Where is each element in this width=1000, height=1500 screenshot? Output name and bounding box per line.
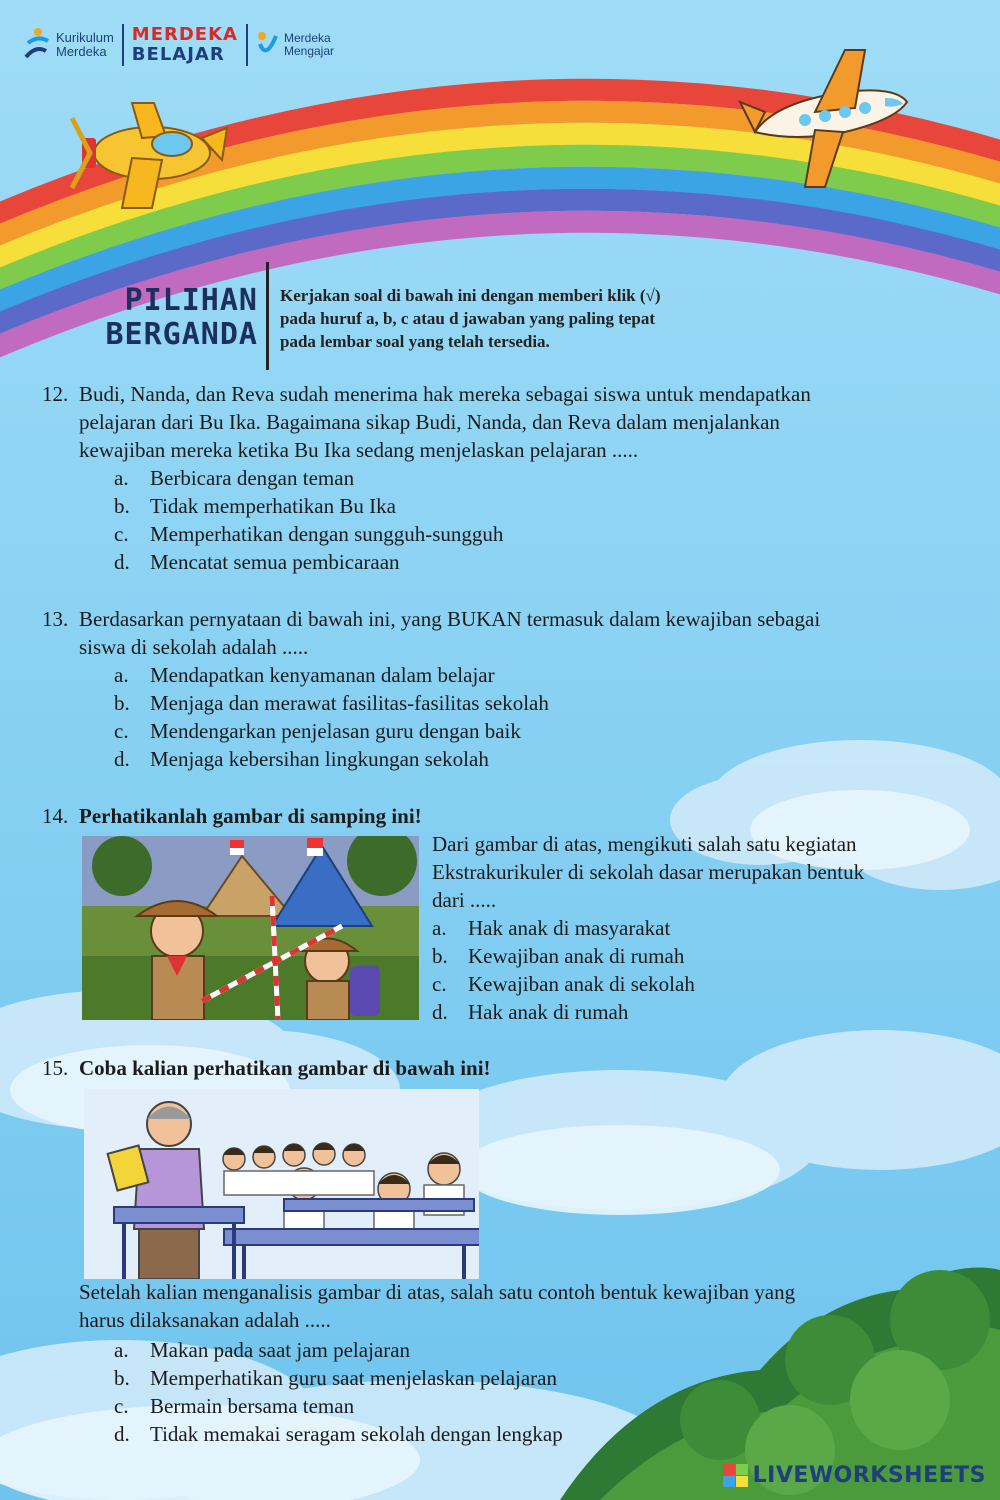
option-text: Makan pada saat jam pelajaran bbox=[150, 1338, 411, 1362]
option-letter: a. bbox=[432, 916, 447, 940]
option-text: Kewajiban anak di sekolah bbox=[468, 972, 695, 996]
section-title-line1: PILIHAN bbox=[124, 283, 258, 318]
option-d[interactable] bbox=[114, 548, 714, 576]
merdeka-mengajar-icon bbox=[256, 30, 278, 60]
logo-divider bbox=[246, 24, 248, 66]
question-text bbox=[79, 380, 811, 464]
liveworksheets-text: LIVEWORKSHEETS bbox=[752, 1463, 986, 1488]
question-line: kewajiban mereka ketika Bu Ika sedang menjelaskan pelajaran ..... bbox=[79, 438, 639, 462]
liveworksheets-brand bbox=[723, 1463, 986, 1488]
option-b[interactable] bbox=[114, 689, 714, 717]
option-a[interactable] bbox=[114, 464, 714, 492]
section-title bbox=[96, 284, 258, 352]
liveworksheets-logo-icon bbox=[723, 1464, 749, 1488]
question-line: harus dilaksanakan adalah ..... bbox=[79, 1308, 331, 1332]
option-a[interactable] bbox=[114, 1336, 734, 1364]
option-text: Mendapatkan kenyamanan dalam belajar bbox=[150, 663, 495, 687]
option-d[interactable] bbox=[432, 998, 932, 1026]
option-letter: a. bbox=[114, 663, 129, 687]
mengajar-line2: Mengajar bbox=[283, 44, 335, 58]
option-text: Berbicara dengan teman bbox=[150, 466, 355, 490]
logo-divider bbox=[122, 24, 124, 66]
option-letter: d. bbox=[114, 1422, 130, 1446]
header-logos bbox=[24, 24, 334, 66]
kurikulum-line1: Kurikulum bbox=[56, 30, 114, 45]
question-13 bbox=[42, 605, 982, 777]
classroom-image bbox=[84, 1089, 479, 1279]
option-text: Kewajiban anak di rumah bbox=[468, 944, 685, 968]
question-number: 13. bbox=[42, 607, 69, 631]
option-text: Mencatat semua pembicaraan bbox=[150, 550, 400, 574]
option-letter: b. bbox=[114, 1366, 130, 1390]
option-letter: d. bbox=[114, 747, 130, 771]
question-heading: Perhatikanlah gambar di samping ini! bbox=[79, 804, 422, 828]
option-d[interactable] bbox=[114, 745, 714, 773]
question-line: Dari gambar di atas, mengikuti salah satu kegiatan bbox=[432, 832, 857, 856]
option-letter: c. bbox=[114, 1394, 129, 1418]
question-number: 15. bbox=[42, 1056, 69, 1080]
question-line: pelajaran dari Bu Ika. Bagaimana sikap Budi, Nanda, dan Reva dalam menjalankan bbox=[79, 410, 780, 434]
option-letter: a. bbox=[114, 1338, 129, 1362]
scout-camping-image bbox=[82, 836, 419, 1020]
question-text bbox=[432, 830, 972, 914]
question-heading: Coba kalian perhatikan gambar di bawah ini! bbox=[79, 1056, 491, 1080]
white-airplane-icon bbox=[735, 42, 915, 192]
option-text: Memperhatikan guru saat menjelaskan pelajaran bbox=[150, 1366, 557, 1390]
question-line: dari ..... bbox=[432, 888, 497, 912]
option-b[interactable] bbox=[114, 1364, 734, 1392]
instruction-line2: pada huruf a, b, c atau d jawaban yang paling tepat bbox=[280, 309, 656, 328]
option-c[interactable] bbox=[114, 717, 714, 745]
option-letter: b. bbox=[114, 494, 130, 518]
section-title-line2: BERGANDA bbox=[105, 317, 258, 352]
instruction-line1: Kerjakan soal di bawah ini dengan memberi klik (√) bbox=[280, 286, 661, 305]
option-letter: c. bbox=[432, 972, 447, 996]
kurikulum-line2: Merdeka bbox=[56, 44, 107, 59]
yellow-airplane-icon bbox=[62, 98, 232, 213]
option-letter: c. bbox=[114, 719, 129, 743]
option-letter: b. bbox=[432, 944, 448, 968]
option-c[interactable] bbox=[432, 970, 932, 998]
merdeka-belajar-line1: MERDEKA bbox=[131, 24, 238, 45]
merdeka-belajar-line2: BELAJAR bbox=[131, 44, 225, 65]
question-line: Ekstrakurikuler di sekolah dasar merupakan bentuk bbox=[432, 860, 865, 884]
question-text bbox=[79, 1278, 979, 1334]
kurikulum-merdeka-icon bbox=[24, 27, 50, 63]
option-letter: d. bbox=[432, 1000, 448, 1024]
option-b[interactable] bbox=[114, 492, 714, 520]
question-line: Setelah kalian menganalisis gambar di atas, salah satu contoh bentuk kewajiban yang bbox=[79, 1280, 796, 1304]
option-letter: d. bbox=[114, 550, 130, 574]
option-b[interactable] bbox=[432, 942, 932, 970]
option-text: Menjaga kebersihan lingkungan sekolah bbox=[150, 747, 489, 771]
option-text: Memperhatikan dengan sungguh-sungguh bbox=[150, 522, 504, 546]
option-a[interactable] bbox=[114, 661, 714, 689]
question-12 bbox=[42, 380, 982, 580]
option-text: Tidak memakai seragam sekolah dengan lengkap bbox=[150, 1422, 563, 1446]
instruction-line3: pada lembar soal yang telah tersedia. bbox=[280, 332, 550, 351]
mengajar-line1: Merdeka bbox=[283, 31, 331, 45]
kurikulum-merdeka-logo bbox=[24, 27, 114, 63]
instructions bbox=[280, 284, 760, 353]
question-number: 14. bbox=[42, 804, 69, 828]
option-text: Bermain bersama teman bbox=[150, 1394, 355, 1418]
merdeka-belajar-logo bbox=[132, 25, 238, 65]
option-letter: b. bbox=[114, 691, 130, 715]
question-text bbox=[79, 605, 820, 661]
option-text: Menjaga dan merawat fasilitas-fasilitas sekolah bbox=[150, 691, 549, 715]
option-c[interactable] bbox=[114, 1392, 734, 1420]
question-line: siswa di sekolah adalah ..... bbox=[79, 635, 309, 659]
option-c[interactable] bbox=[114, 520, 714, 548]
merdeka-mengajar-logo bbox=[256, 30, 334, 60]
question-line: Berdasarkan pernyataan di bawah ini, yang BUKAN termasuk dalam kewajiban sebagai bbox=[79, 607, 821, 631]
option-text: Hak anak di masyarakat bbox=[468, 916, 671, 940]
option-d[interactable] bbox=[114, 1420, 734, 1448]
option-text: Hak anak di rumah bbox=[468, 1000, 629, 1024]
title-divider bbox=[266, 262, 269, 370]
option-letter: a. bbox=[114, 466, 129, 490]
question-line: Budi, Nanda, dan Reva sudah menerima hak mereka sebagai siswa untuk mendapatkan bbox=[79, 382, 811, 406]
question-number: 12. bbox=[42, 382, 69, 406]
option-letter: c. bbox=[114, 522, 129, 546]
option-a[interactable] bbox=[432, 914, 932, 942]
option-text: Mendengarkan penjelasan guru dengan baik bbox=[150, 719, 521, 743]
option-text: Tidak memperhatikan Bu Ika bbox=[150, 494, 396, 518]
